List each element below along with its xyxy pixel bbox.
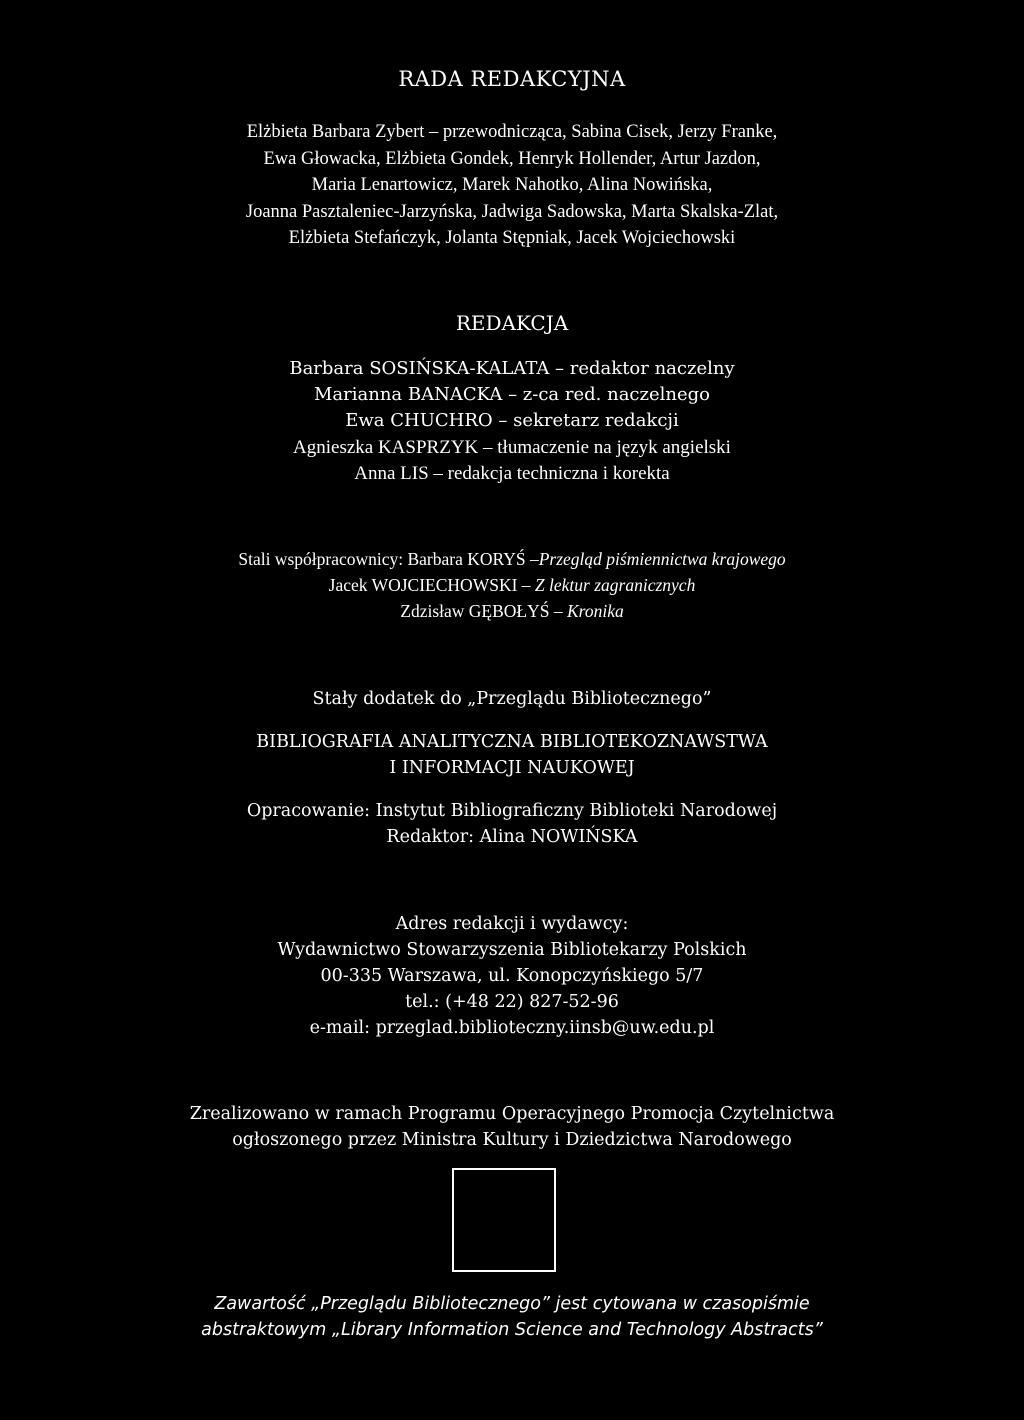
wspolpracownik-name: Zdzisław GĘBOŁYŚ – [400, 601, 563, 621]
redakcja-staff-line: Agnieszka KASPRZYK – tłumaczenie na język angielski [293, 436, 731, 458]
zrealizowano-note [0, 1101, 1024, 1153]
rada-redakcyjna-members [0, 119, 1024, 252]
email-line: e-mail: przeglad.biblioteczny.iinsb@uw.edu.pl [309, 1018, 715, 1038]
redakcja-staff-line: Anna LIS – redakcja techniczna i korekta [354, 462, 670, 484]
zawartosc-line: Zawartość „Przeglądu Bibliotecznego” jest cytowana w czasopiśmie [214, 1294, 810, 1314]
redaktor: Redaktor: Alina NOWIŃSKA [386, 827, 638, 847]
redakcja-staff-line: Marianna BANACKA – z-ca red. naczelnego [313, 384, 711, 406]
wspolpracownik-section: Z lektur zagranicznych [534, 575, 696, 595]
wspolpracownik-section: Kronika [567, 601, 624, 621]
staly-dodatek [0, 686, 1024, 850]
rada-redakcyjna-heading [0, 67, 1024, 91]
spacer [0, 781, 1024, 798]
redakcja-staff [0, 356, 1024, 487]
stali-wspolpracownicy [0, 546, 1024, 624]
adres-redakcji [0, 911, 1024, 1041]
zawartosc-note [0, 1291, 1024, 1343]
zrealizowano-line: ogłoszonego przez Ministra Kultury i Dziedzictwa Narodowego [232, 1130, 792, 1150]
rada-member-line: Maria Lenartowicz, Marek Nahotko, Alina Nowińska, [311, 175, 713, 195]
redakcja-staff-line: Barbara SOSIŃSKA-KALATA – redaktor naczelny [289, 358, 735, 379]
wspolpracownik-name: Stali współpracownicy: Barbara KORYŚ – [238, 549, 539, 569]
wspolpracownik-section: Przegląd piśmiennictwa krajowego [538, 549, 786, 569]
spacer [0, 712, 1024, 729]
bibliografia-title: BIBLIOGRAFIA ANALITYCZNA BIBLIOTEKOZNAWSTWA [256, 732, 768, 752]
rada-member-line: Elżbieta Barbara Zybert – przewodnicząca, Sabina Cisek, Jerzy Franke, [246, 122, 778, 142]
rada-redakcyjna-title: RADA REDAKCYJNA [398, 67, 626, 91]
wspolpracownik-name: Jacek WOJCIECHOWSKI – [328, 575, 531, 595]
wspolpracownik-line [0, 598, 1024, 624]
adres-line: 00-335 Warszawa, ul. Konopczyńskiego 5/7 [320, 966, 704, 986]
rada-member-line: Ewa Głowacka, Elżbieta Gondek, Henryk Hollender, Artur Jazdon, [263, 148, 761, 169]
logo-placeholder-box [452, 1168, 556, 1272]
bibliografia-title: I INFORMACJI NAUKOWEJ [389, 758, 635, 778]
redakcja-heading [0, 311, 1024, 335]
zrealizowano-line: Zrealizowano w ramach Programu Operacyjnego Promocja Czytelnictwa [189, 1104, 835, 1124]
adres-line: Adres redakcji i wydawcy: [395, 914, 629, 934]
wspolpracownik-line [0, 572, 1024, 598]
opracowanie: Opracowanie: Instytut Bibliograficzny Biblioteki Narodowej [246, 801, 778, 821]
redakcja-staff-line: Ewa CHUCHRO – sekretarz redakcji [345, 410, 679, 432]
rada-member-line: Joanna Pasztaleniec-Jarzyńska, Jadwiga Sadowska, Marta Skalska-Zlat, [245, 201, 779, 222]
zawartosc-line: abstraktowym „Library Information Science and Technology Abstracts” [201, 1320, 823, 1340]
dodatek-intro: Stały dodatek do „Przeglądu Bibliotecznego” [312, 689, 712, 709]
rada-member-line: Elżbieta Stefańczyk, Jolanta Stępniak, Jacek Wojciechowski [288, 228, 736, 248]
wspolpracownik-line [0, 546, 1024, 572]
redakcja-title: REDAKCJA [455, 311, 569, 335]
adres-line: tel.: (+48 22) 827-52-96 [405, 992, 619, 1012]
adres-line: Wydawnictwo Stowarzyszenia Bibliotekarzy Polskich [277, 940, 747, 960]
